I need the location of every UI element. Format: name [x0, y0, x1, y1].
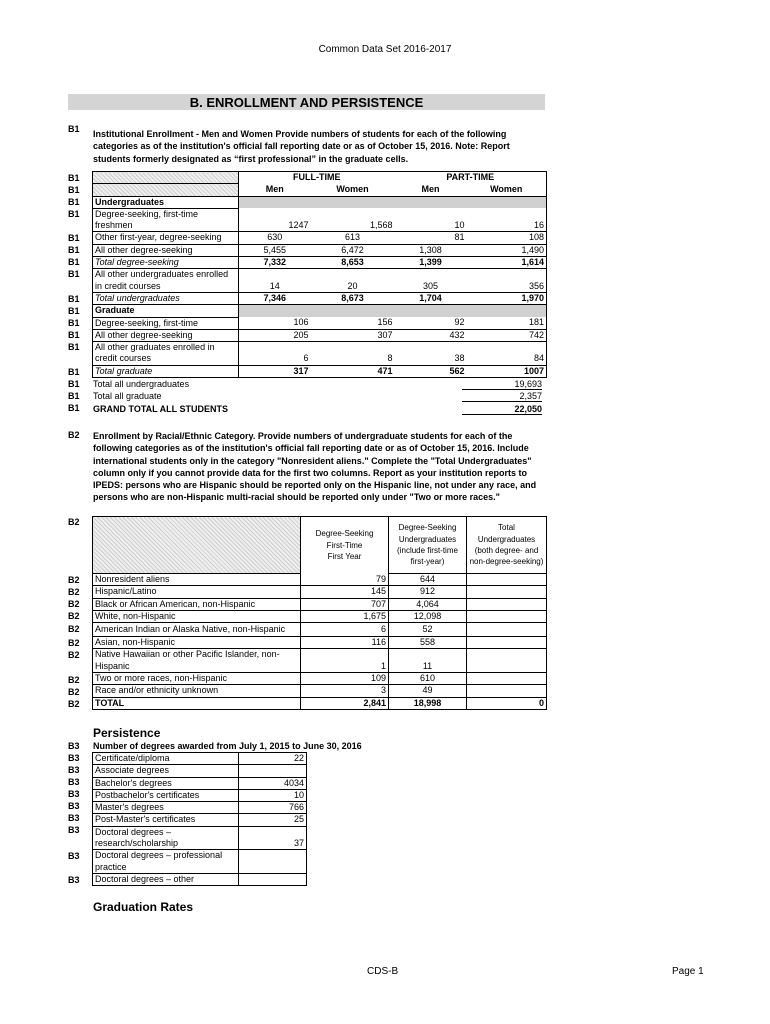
- parttime-header: PART-TIME: [395, 172, 547, 184]
- row-label: Degree-seeking, first-time: [93, 208, 239, 220]
- cell: 7,332: [239, 257, 311, 269]
- row-label: Master's degrees: [93, 802, 239, 814]
- hatched-cell: [93, 172, 239, 184]
- total-graduate-value: 2,357: [462, 391, 542, 402]
- b2-code: B2: [68, 611, 80, 621]
- cell: [467, 661, 547, 673]
- b2-code: B2: [68, 650, 80, 660]
- b2-code: B2: [68, 517, 80, 527]
- graduate-heading: Graduate: [93, 305, 239, 317]
- graduation-rates-heading: Graduation Rates: [93, 900, 194, 914]
- cell: 707: [301, 598, 389, 610]
- b2-code: B2: [68, 624, 80, 634]
- row-label: All other degree-seeking: [93, 329, 239, 341]
- row-label: Doctoral degrees – professional: [93, 850, 239, 862]
- b2-code: B2: [68, 587, 80, 597]
- cell: [467, 574, 547, 586]
- cell: 205: [239, 329, 311, 341]
- row-label: practice: [93, 862, 239, 874]
- footer-center: CDS-B: [367, 966, 399, 977]
- row-label: Postbachelor's certificates: [93, 789, 239, 801]
- cell: 10: [395, 220, 467, 232]
- cell: 558: [389, 637, 467, 649]
- cell: 766: [239, 802, 307, 814]
- cell: 1,399: [395, 257, 467, 269]
- cell: 610: [389, 673, 467, 685]
- b1-code: B1: [68, 233, 80, 243]
- row-label: Certificate/diploma: [93, 753, 239, 765]
- b3-code: B3: [68, 753, 80, 763]
- cell: [467, 685, 547, 697]
- b3-code: B3: [68, 777, 80, 787]
- cell: 12,098: [389, 610, 467, 622]
- row-label: All other undergraduates enrolled: [93, 269, 239, 281]
- cell: 14: [239, 281, 311, 293]
- cell: 0: [467, 697, 547, 709]
- b1-code: B1: [68, 245, 80, 255]
- row-label: Race and/or ethnicity unknown: [93, 685, 301, 697]
- b1-code: B1: [68, 379, 80, 389]
- cell: 81: [395, 232, 467, 244]
- cell: 3: [301, 685, 389, 697]
- header-line: (include first-time: [397, 546, 458, 555]
- b1-code: B1: [68, 269, 80, 279]
- total-undergraduates-value: 19,693: [462, 379, 542, 390]
- grand-total-label: GRAND TOTAL ALL STUDENTS: [93, 404, 228, 414]
- cell: 79: [301, 574, 389, 586]
- b3-degrees-table: [92, 752, 307, 886]
- header-line: First-Time: [326, 540, 363, 550]
- b2-code: B2: [68, 599, 80, 609]
- b1-enrollment-table: [92, 171, 547, 378]
- b2-race-ethnicity-table: [92, 516, 547, 710]
- b3-code: B3: [68, 765, 80, 775]
- cell: 1,614: [467, 257, 547, 269]
- cell: 912: [389, 586, 467, 598]
- cell: 7,346: [239, 292, 311, 304]
- grand-total-value: 22,050: [462, 404, 542, 415]
- header-line: non-degree-seeking): [469, 557, 544, 567]
- b1-code: B1: [68, 173, 80, 183]
- row-label: research/scholarship: [93, 838, 239, 850]
- b2-code: B2: [68, 638, 80, 648]
- cell: 109: [301, 673, 389, 685]
- undergraduates-heading: Undergraduates: [93, 196, 239, 208]
- header-line: Undergraduates: [477, 534, 536, 544]
- cell: 432: [395, 329, 467, 341]
- row-label: Total degree-seeking: [93, 257, 239, 269]
- row-label: Native Hawaiian or other Pacific Islander, non-: [93, 649, 301, 661]
- cell: 1007: [467, 365, 547, 377]
- cell: 108: [467, 232, 547, 244]
- total-undergraduates-label: Total all undergraduates: [93, 379, 190, 389]
- header-line: First Year: [327, 551, 362, 561]
- b2-code: B2: [68, 687, 80, 697]
- cell: 317: [239, 365, 311, 377]
- cell: 6: [239, 353, 311, 365]
- cell: 356: [467, 281, 547, 293]
- hatched-cell: [93, 517, 301, 574]
- row-label: All other degree-seeking: [93, 244, 239, 256]
- b3-code: B3: [68, 875, 80, 885]
- cell: 1,675: [301, 610, 389, 622]
- b3-code: B3: [68, 851, 80, 861]
- row-label: Associate degrees: [93, 765, 239, 777]
- shaded-cell: [467, 196, 547, 208]
- b1-code: B1: [68, 330, 80, 340]
- cell: 1247: [239, 220, 311, 232]
- shaded-cell: [311, 305, 395, 317]
- row-label: Hispanic/Latino: [93, 586, 301, 598]
- cell: 8,653: [311, 257, 395, 269]
- cell: 156: [311, 317, 395, 329]
- persistence-subtitle: Number of degrees awarded from July 1, 2015 to June 30, 2016: [93, 741, 362, 751]
- row-label: Bachelor's degrees: [93, 777, 239, 789]
- cell: [467, 673, 547, 685]
- shaded-cell: [395, 196, 467, 208]
- men-header: Men: [239, 184, 311, 196]
- footer-page: Page 1: [672, 966, 704, 977]
- cell: 6: [301, 623, 389, 637]
- cell: 6,472: [311, 244, 395, 256]
- shaded-cell: [395, 305, 467, 317]
- cell: 37: [239, 838, 307, 850]
- b1-code: B1: [68, 367, 80, 377]
- b3-code: B3: [68, 789, 80, 799]
- cell: 1: [301, 661, 389, 673]
- cell: 1,704: [395, 292, 467, 304]
- b3-code: B3: [68, 741, 80, 751]
- row-label: Nonresident aliens: [93, 574, 301, 586]
- hatched-cell: [93, 184, 239, 196]
- row-label: Asian, non-Hispanic: [93, 637, 301, 649]
- header-line: Undergraduates: [398, 534, 457, 544]
- page-header: Common Data Set 2016-2017: [318, 44, 452, 55]
- cell: 116: [301, 637, 389, 649]
- col3-header: [467, 517, 547, 574]
- b2-code: B2: [68, 675, 80, 685]
- cell: [239, 862, 307, 874]
- cell: [467, 598, 547, 610]
- cell: [239, 873, 307, 885]
- cell: 562: [395, 365, 467, 377]
- b3-code: B3: [68, 813, 80, 823]
- b1-code: B1: [68, 306, 80, 316]
- b1-intro: Institutional Enrollment - Men and Women Provide numbers of students for each of the following categories as of the institution's official fall reporting date or as of October 15, 2016. Note: Report students formerly designated as “first professional” in the graduate cells.: [93, 129, 510, 164]
- cell: 4,064: [389, 598, 467, 610]
- cell: 1,490: [467, 244, 547, 256]
- row-label: American Indian or Alaska Native, non-Hispanic: [93, 623, 301, 637]
- men-header: Men: [395, 184, 467, 196]
- b1-code: B1: [68, 294, 80, 304]
- row-label: Total undergraduates: [93, 292, 239, 304]
- row-label: Two or more races, non-Hispanic: [93, 673, 301, 685]
- cell: 11: [389, 661, 467, 673]
- cell: 2,841: [301, 697, 389, 709]
- cell: 307: [311, 329, 395, 341]
- cell: 471: [311, 365, 395, 377]
- col2-header: [389, 517, 467, 574]
- b2-code: B2: [68, 430, 80, 440]
- cell: 92: [395, 317, 467, 329]
- section-title: B. ENROLLMENT AND PERSISTENCE: [68, 94, 545, 110]
- cell: 25: [239, 814, 307, 826]
- cell: [467, 637, 547, 649]
- cell: 644: [389, 574, 467, 586]
- row-label: credit courses: [93, 353, 239, 365]
- row-label: Total graduate: [93, 365, 239, 377]
- cell: [467, 610, 547, 622]
- cell: 630: [239, 232, 311, 244]
- b1-code: B1: [68, 209, 80, 219]
- cell: 49: [389, 685, 467, 697]
- row-label: Doctoral degrees –: [93, 826, 239, 838]
- cell: 181: [467, 317, 547, 329]
- b3-code: B3: [68, 825, 80, 835]
- shaded-cell: [311, 196, 395, 208]
- row-label: freshmen: [93, 220, 239, 232]
- header-line: (both degree- and: [474, 546, 539, 555]
- row-label: White, non-Hispanic: [93, 610, 301, 622]
- cell: 5,455: [239, 244, 311, 256]
- cell: 8,673: [311, 292, 395, 304]
- b1-code: B1: [68, 257, 80, 267]
- cell: 8: [311, 353, 395, 365]
- b1-code: B1: [68, 391, 80, 401]
- cell: 4034: [239, 777, 307, 789]
- b1-code: B1: [68, 342, 80, 352]
- row-label: All other graduates enrolled in: [93, 342, 239, 354]
- row-label: Black or African American, non-Hispanic: [93, 598, 301, 610]
- row-label: Doctoral degrees – other: [93, 873, 239, 885]
- cell: 52: [389, 623, 467, 637]
- cell: 1,970: [467, 292, 547, 304]
- women-header: Women: [467, 184, 547, 196]
- header-line: Total: [498, 523, 515, 533]
- header-line: Degree-Seeking: [398, 523, 457, 533]
- cell: 106: [239, 317, 311, 329]
- header-line: first-year): [410, 557, 445, 567]
- row-label: Other first-year, degree-seeking: [93, 232, 239, 244]
- header-line: Degree-Seeking: [315, 529, 374, 539]
- cell: 18,998: [389, 697, 467, 709]
- cell: 16: [467, 220, 547, 232]
- cell: [239, 765, 307, 777]
- cell: 1,568: [311, 220, 395, 232]
- women-header: Women: [311, 184, 395, 196]
- row-label: TOTAL: [93, 697, 301, 709]
- b1-code: B1: [68, 403, 80, 413]
- cell: 10: [239, 789, 307, 801]
- cell: 1,308: [395, 244, 467, 256]
- col1-header: [301, 517, 389, 574]
- shaded-cell: [239, 305, 311, 317]
- b3-code: B3: [68, 801, 80, 811]
- b1-code: B1: [68, 318, 80, 328]
- row-label: in credit courses: [93, 281, 239, 293]
- persistence-heading: Persistence: [93, 726, 161, 740]
- cell: [467, 586, 547, 598]
- row-label: Hispanic: [93, 661, 301, 673]
- cell: [467, 623, 547, 637]
- cell: 145: [301, 586, 389, 598]
- b1-code: B1: [68, 124, 80, 134]
- cell: 742: [467, 329, 547, 341]
- cell: 305: [395, 281, 467, 293]
- row-label: Degree-seeking, first-time: [93, 317, 239, 329]
- cell: 84: [467, 353, 547, 365]
- cell: 38: [395, 353, 467, 365]
- cell: 22: [239, 753, 307, 765]
- row-label: Post-Master's certificates: [93, 814, 239, 826]
- cell: 20: [311, 281, 395, 293]
- b2-code: B2: [68, 575, 80, 585]
- fulltime-header: FULL-TIME: [239, 172, 395, 184]
- b1-code: B1: [68, 197, 80, 207]
- b1-code: B1: [68, 185, 80, 195]
- shaded-cell: [239, 196, 311, 208]
- b2-code: B2: [68, 699, 80, 709]
- cell: 613: [311, 232, 395, 244]
- shaded-cell: [467, 305, 547, 317]
- b2-intro: Enrollment by Racial/Ethnic Category. Provide numbers of undergraduate students for each of the following categories as of the institution's official fall reporting date or as of October 15, 2016. Include international students only in the category "Nonresident aliens." Complete the "Total Undergraduates" column only if you cannot provide data for the first two columns. Report as your institution reports to IPEDS: persons who are Hispanic should be reported only on the Hispanic line, not under any race, and persons who are non-Hispanic multi-racial should be reported only under "Two or more races.": [93, 431, 537, 503]
- total-graduate-label: Total all graduate: [93, 391, 162, 401]
